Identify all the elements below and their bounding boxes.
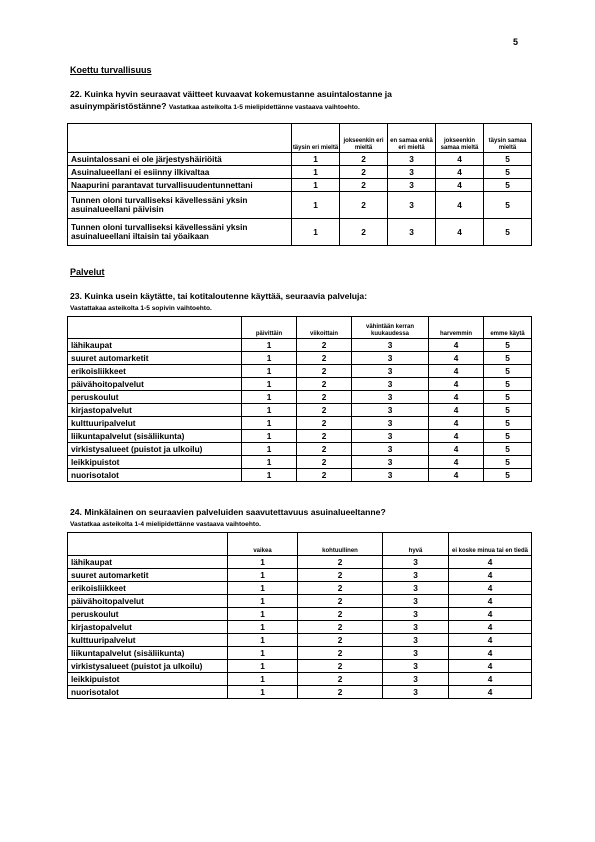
scale-option[interactable]: 2: [340, 166, 388, 179]
scale-option[interactable]: 2: [298, 595, 383, 608]
scale-option[interactable]: 3: [352, 352, 429, 365]
table-row: [68, 166, 532, 179]
scale-option[interactable]: 5: [484, 192, 532, 219]
row-label: Asuintalossani ei ole järjestyshäiriöitä: [68, 153, 292, 166]
scale-option[interactable]: 5: [484, 339, 532, 352]
scale-option[interactable]: 5: [484, 179, 532, 192]
scale-option[interactable]: 4: [449, 595, 532, 608]
question-22-title-line1: 22. Kuinka hyvin seuraavat väitteet kuvaavat kokemustanne asuintalostanne ja: [70, 89, 392, 99]
scale-option[interactable]: 3: [383, 660, 449, 673]
scale-option[interactable]: 2: [297, 352, 352, 365]
table-row: [68, 365, 532, 378]
scale-option[interactable]: 5: [484, 166, 532, 179]
column-header: jokseenkin samaa mieltä: [436, 124, 484, 153]
scale-option[interactable]: 5: [484, 417, 532, 430]
header-blank-cell: [68, 533, 228, 556]
scale-option[interactable]: 4: [436, 179, 484, 192]
scale-option[interactable]: 4: [429, 365, 484, 378]
scale-option[interactable]: 5: [484, 219, 532, 246]
scale-option[interactable]: 3: [383, 647, 449, 660]
table-row: [68, 634, 532, 647]
scale-option[interactable]: 1: [242, 404, 297, 417]
row-label: erikoisliikkeet: [68, 365, 242, 378]
scale-option[interactable]: 2: [297, 469, 352, 482]
table-question-24: [67, 532, 532, 699]
scale-option[interactable]: 2: [297, 391, 352, 404]
scale-option[interactable]: 3: [383, 569, 449, 582]
scale-option[interactable]: 3: [352, 365, 429, 378]
table-row: [68, 404, 532, 417]
row-label: leikkipuistot: [68, 456, 242, 469]
scale-option[interactable]: 3: [352, 456, 429, 469]
scale-option[interactable]: 1: [242, 469, 297, 482]
scale-option[interactable]: 1: [242, 378, 297, 391]
row-label: kirjastopalvelut: [68, 404, 242, 417]
table-row: [68, 660, 532, 673]
scale-option[interactable]: 3: [352, 417, 429, 430]
scale-option[interactable]: 1: [242, 352, 297, 365]
scale-option[interactable]: 1: [228, 556, 298, 569]
question-23-instruction: Vastattakaa asteikolta 1-5 sopivin vaihtoehto.: [70, 305, 212, 312]
question-24-title: 24. Minkälainen on seuraavien palveluiden saavutettavuus asuinalueeltanne?: [70, 507, 386, 517]
scale-option[interactable]: 1: [292, 192, 340, 219]
scale-option[interactable]: 4: [449, 660, 532, 673]
scale-option[interactable]: 4: [449, 608, 532, 621]
table-row: [68, 219, 532, 246]
scale-option[interactable]: 1: [242, 456, 297, 469]
row-label: liikuntapalvelut (sisäliikunta): [68, 430, 242, 443]
scale-option[interactable]: 1: [292, 179, 340, 192]
scale-option[interactable]: 1: [242, 443, 297, 456]
column-header: en samaa enkä eri mieltä: [388, 124, 436, 153]
scale-option[interactable]: 4: [449, 686, 532, 699]
scale-option[interactable]: 1: [228, 660, 298, 673]
scale-option[interactable]: 2: [297, 456, 352, 469]
scale-option[interactable]: 2: [297, 417, 352, 430]
table-row: [68, 673, 532, 686]
scale-option[interactable]: 4: [429, 443, 484, 456]
table-row: [68, 686, 532, 699]
row-label: erikoisliikkeet: [68, 582, 228, 595]
scale-option[interactable]: 4: [449, 621, 532, 634]
table-row: [68, 179, 532, 192]
scale-option[interactable]: 4: [429, 378, 484, 391]
scale-option[interactable]: 4: [429, 339, 484, 352]
scale-option[interactable]: 1: [228, 634, 298, 647]
table-row: [68, 430, 532, 443]
column-header: vähintään kerran kuukaudessa: [352, 317, 429, 339]
scale-option[interactable]: 1: [242, 430, 297, 443]
scale-option[interactable]: 3: [383, 582, 449, 595]
scale-option[interactable]: 3: [383, 556, 449, 569]
column-header: ei koske minua tai en tiedä: [449, 533, 532, 556]
scale-option[interactable]: 4: [449, 569, 532, 582]
column-header: viikoittain: [297, 317, 352, 339]
scale-option[interactable]: 3: [352, 443, 429, 456]
row-label: kulttuuripalvelut: [68, 634, 228, 647]
scale-option[interactable]: 3: [388, 192, 436, 219]
scale-option[interactable]: 1: [242, 339, 297, 352]
row-label: suuret automarketit: [68, 569, 228, 582]
scale-option[interactable]: 4: [429, 430, 484, 443]
table-question-23: [67, 316, 532, 482]
table-row: [68, 391, 532, 404]
scale-option[interactable]: 2: [297, 404, 352, 417]
scale-option[interactable]: 4: [429, 404, 484, 417]
row-label: virkistysalueet (puistot ja ulkoilu): [68, 443, 242, 456]
table-row: [68, 582, 532, 595]
scale-option[interactable]: 2: [298, 673, 383, 686]
scale-option[interactable]: 2: [340, 219, 388, 246]
scale-option[interactable]: 2: [298, 621, 383, 634]
scale-option[interactable]: 4: [449, 582, 532, 595]
column-header: vaikea: [228, 533, 298, 556]
scale-option[interactable]: 3: [388, 153, 436, 166]
table-row: [68, 456, 532, 469]
question-24-instruction: Vastatkaa asteikolta 1-4 mielipidettänne vastaava vaihtoehto.: [70, 521, 261, 528]
question-22-instruction: Vastatkaa asteikolta 1-5 mielipidettänne vastaava vaihtoehto.: [168, 104, 360, 111]
scale-option[interactable]: 4: [449, 673, 532, 686]
scale-option[interactable]: 2: [297, 378, 352, 391]
scale-option[interactable]: 2: [297, 365, 352, 378]
header-blank-cell: [68, 124, 292, 153]
row-label: Asuinalueellani ei esiinny ilkivaltaa: [68, 166, 292, 179]
table-row: [68, 595, 532, 608]
scale-option[interactable]: 5: [484, 352, 532, 365]
column-header: emme käytä: [484, 317, 532, 339]
scale-option[interactable]: 3: [383, 608, 449, 621]
scale-option[interactable]: 1: [292, 153, 340, 166]
scale-option[interactable]: 1: [228, 647, 298, 660]
scale-option[interactable]: 2: [298, 582, 383, 595]
scale-option[interactable]: 2: [340, 153, 388, 166]
row-label: nuorisotalot: [68, 469, 242, 482]
scale-option[interactable]: 5: [484, 430, 532, 443]
table-row: [68, 469, 532, 482]
scale-option[interactable]: 1: [292, 219, 340, 246]
scale-option[interactable]: 1: [242, 391, 297, 404]
question-22-title-line2: [70, 100, 392, 114]
scale-option[interactable]: 1: [228, 686, 298, 699]
table-row: [68, 443, 532, 456]
row-label: liikuntapalvelut (sisäliikunta): [68, 647, 228, 660]
row-label: kulttuuripalvelut: [68, 417, 242, 430]
scale-option[interactable]: 4: [436, 153, 484, 166]
scale-option[interactable]: 5: [484, 378, 532, 391]
scale-option[interactable]: 5: [484, 456, 532, 469]
row-label: kirjastopalvelut: [68, 621, 228, 634]
scale-option[interactable]: 1: [228, 608, 298, 621]
scale-option[interactable]: 3: [352, 404, 429, 417]
scale-option[interactable]: 4: [449, 556, 532, 569]
question-22-title-line2-text: asuinympäristöstänne?: [70, 101, 167, 111]
row-label: peruskoulut: [68, 391, 242, 404]
scale-option[interactable]: 2: [298, 634, 383, 647]
scale-option[interactable]: 3: [352, 339, 429, 352]
scale-option[interactable]: 4: [429, 456, 484, 469]
scale-option[interactable]: 3: [383, 686, 449, 699]
table-row: [68, 153, 532, 166]
column-header: täysin eri mieltä: [292, 124, 340, 153]
scale-option[interactable]: 3: [388, 166, 436, 179]
scale-option[interactable]: 4: [429, 352, 484, 365]
row-label: Tunnen oloni turvalliseksi kävellessäni yksin asuinalueellani iltaisin tai yöaikaan: [68, 219, 292, 246]
table-row: [68, 647, 532, 660]
row-label: lähikaupat: [68, 556, 228, 569]
scale-option[interactable]: 2: [298, 660, 383, 673]
table-row: [68, 569, 532, 582]
row-label: Tunnen oloni turvalliseksi kävellessäni yksin asuinalueellani päivisin: [68, 192, 292, 219]
scale-option[interactable]: 3: [388, 179, 436, 192]
header-blank-cell: [68, 317, 242, 339]
row-label: päivähoitopalvelut: [68, 378, 242, 391]
table-row: [68, 608, 532, 621]
table-row: [68, 339, 532, 352]
table-row: [68, 621, 532, 634]
scale-option[interactable]: 3: [383, 673, 449, 686]
scale-option[interactable]: 4: [449, 634, 532, 647]
column-header: täysin samaa mieltä: [484, 124, 532, 153]
table-row: [68, 556, 532, 569]
scale-option[interactable]: 1: [228, 582, 298, 595]
table-question-22: [67, 123, 532, 246]
column-header: harvemmin: [429, 317, 484, 339]
row-label: leikkipuistot: [68, 673, 228, 686]
scale-option[interactable]: 2: [340, 192, 388, 219]
scale-option[interactable]: 4: [429, 391, 484, 404]
scale-option[interactable]: 2: [297, 339, 352, 352]
row-label: suuret automarketit: [68, 352, 242, 365]
column-header: jokseenkin eri mieltä: [340, 124, 388, 153]
scale-option[interactable]: 3: [383, 634, 449, 647]
scale-option[interactable]: 4: [436, 219, 484, 246]
scale-option[interactable]: 2: [298, 647, 383, 660]
row-label: lähikaupat: [68, 339, 242, 352]
row-label: virkistysalueet (puistot ja ulkoilu): [68, 660, 228, 673]
scale-option[interactable]: 1: [228, 673, 298, 686]
scale-option[interactable]: 4: [436, 192, 484, 219]
scale-option[interactable]: 5: [484, 153, 532, 166]
table-row: [68, 192, 532, 219]
scale-option[interactable]: 1: [228, 569, 298, 582]
scale-option[interactable]: 2: [297, 430, 352, 443]
scale-option[interactable]: 5: [484, 443, 532, 456]
table-row: [68, 352, 532, 365]
question-23-title: 23. Kuinka usein käytätte, tai kotitaloutenne käyttää, seuraavia palveluja:: [70, 291, 368, 301]
scale-option[interactable]: 4: [436, 166, 484, 179]
table-row: [68, 417, 532, 430]
page-number: 5: [513, 37, 519, 47]
scale-option[interactable]: 3: [352, 378, 429, 391]
scale-option[interactable]: 1: [292, 166, 340, 179]
row-label: Naapurini parantavat turvallisuudentunnettani: [68, 179, 292, 192]
scale-option[interactable]: 2: [298, 556, 383, 569]
scale-option[interactable]: 2: [298, 608, 383, 621]
scale-option[interactable]: 4: [429, 417, 484, 430]
row-label: päivähoitopalvelut: [68, 595, 228, 608]
scale-option[interactable]: 4: [449, 647, 532, 660]
scale-option[interactable]: 5: [484, 391, 532, 404]
scale-option[interactable]: 3: [383, 595, 449, 608]
scale-option[interactable]: 3: [352, 391, 429, 404]
scale-option[interactable]: 1: [242, 417, 297, 430]
row-label: nuorisotalot: [68, 686, 228, 699]
scale-option[interactable]: 3: [388, 219, 436, 246]
question-22-title: [70, 88, 392, 114]
scale-option[interactable]: 1: [242, 365, 297, 378]
scale-option[interactable]: 5: [484, 469, 532, 482]
scale-option[interactable]: 2: [297, 443, 352, 456]
scale-option[interactable]: 5: [484, 365, 532, 378]
scale-option[interactable]: 2: [298, 686, 383, 699]
scale-option[interactable]: 4: [429, 469, 484, 482]
scale-option[interactable]: 3: [383, 621, 449, 634]
row-label: peruskoulut: [68, 608, 228, 621]
scale-option[interactable]: 3: [352, 469, 429, 482]
section-heading-services: Palvelut: [70, 267, 105, 277]
scale-option[interactable]: 3: [352, 430, 429, 443]
column-header: kohtuullinen: [298, 533, 383, 556]
table-row: [68, 378, 532, 391]
scale-option[interactable]: 2: [298, 569, 383, 582]
scale-option[interactable]: 5: [484, 404, 532, 417]
scale-option[interactable]: 1: [228, 595, 298, 608]
scale-option[interactable]: 2: [340, 179, 388, 192]
column-header: hyvä: [383, 533, 449, 556]
section-heading-safety: Koettu turvallisuus: [70, 65, 152, 75]
column-header: päivittäin: [242, 317, 297, 339]
scale-option[interactable]: 1: [228, 621, 298, 634]
